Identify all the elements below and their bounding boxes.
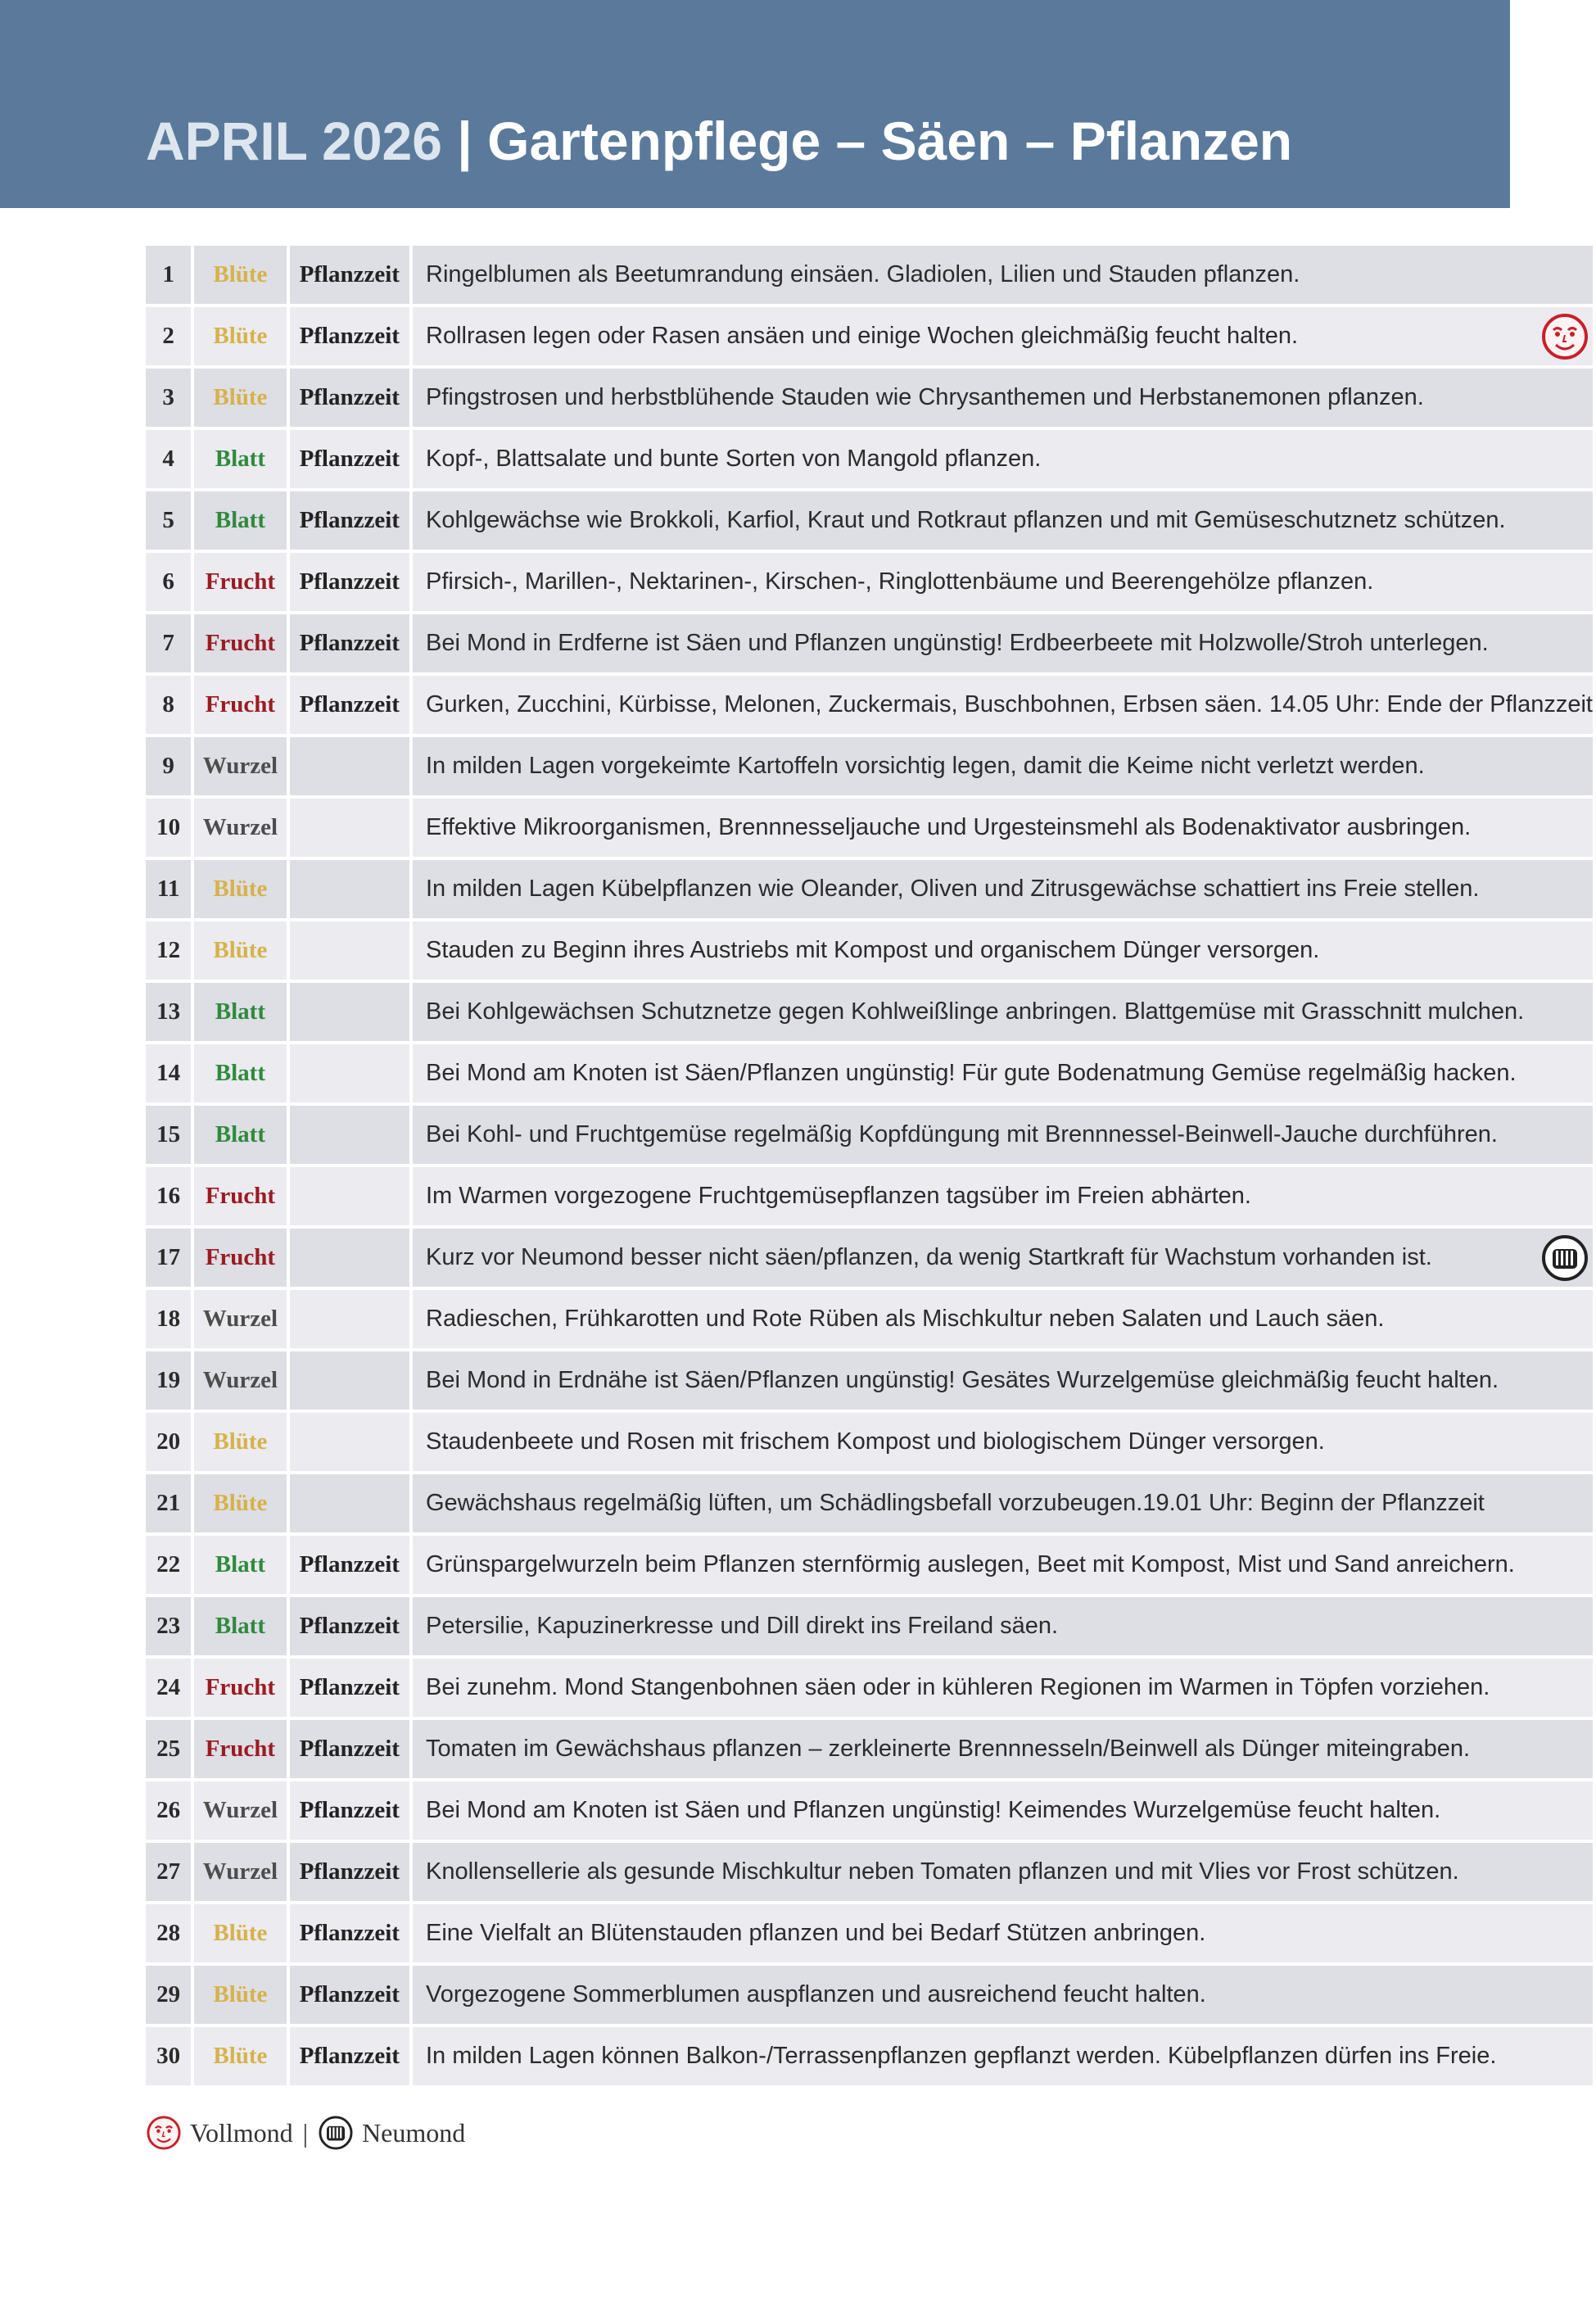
day-row <box>146 2027 1593 2089</box>
plant-type: Wurzel <box>194 1843 286 1904</box>
plant-type: Blüte <box>194 1966 286 2027</box>
plant-type: Blüte <box>194 246 286 307</box>
task-description-cell <box>413 1904 1593 1966</box>
full-moon-icon <box>1540 312 1589 361</box>
plant-type: Blüte <box>194 2027 286 2089</box>
day-row <box>146 1044 1593 1106</box>
day-row <box>146 1904 1593 1966</box>
day-number: 28 <box>146 1904 191 1966</box>
task-description: Kohlgewächse wie Brokkoli, Karfiol, Kraut und Rotkraut pflanzen und mit Gemüseschutznetz schützen. <box>426 507 1506 533</box>
day-number: 4 <box>146 430 191 491</box>
planting-phase: Pflanzzeit <box>290 1536 409 1597</box>
day-row <box>146 246 1593 307</box>
day-number: 24 <box>146 1659 191 1720</box>
task-description: Effektive Mikroorganismen, Brennnesseljauche und Urgesteinsmehl als Bodenaktivator ausbringen. <box>426 814 1472 840</box>
day-row <box>146 737 1593 799</box>
task-description: Grünspargelwurzeln beim Pflanzen sternförmig auslegen, Beet mit Kompost, Mist und Sand anreichern. <box>426 1551 1515 1577</box>
task-description: Rollrasen legen oder Rasen ansäen und einige Wochen gleichmäßig feucht halten. <box>426 323 1299 349</box>
day-number: 25 <box>146 1720 191 1781</box>
task-description: Knollensellerie als gesunde Mischkultur neben Tomaten pflanzen und mit Vlies vor Frost schützen. <box>426 1858 1459 1885</box>
planting-phase: Pflanzzeit <box>290 1659 409 1720</box>
task-description-cell <box>413 737 1593 799</box>
planting-phase <box>290 921 409 983</box>
plant-type: Frucht <box>194 676 286 737</box>
plant-type: Frucht <box>194 1167 286 1229</box>
plant-type: Blatt <box>194 1536 286 1597</box>
planting-phase <box>290 1290 409 1351</box>
day-row <box>146 369 1593 430</box>
task-description-cell <box>413 1781 1593 1843</box>
plant-type: Wurzel <box>194 737 286 799</box>
task-description-cell <box>413 1044 1593 1106</box>
day-row <box>146 553 1593 614</box>
task-description: Im Warmen vorgezogene Fruchtgemüsepflanzen tagsüber im Freien abhärten. <box>426 1183 1251 1209</box>
day-row <box>146 1720 1593 1781</box>
task-description: Pfirsich-, Marillen-, Nektarinen-, Kirschen-, Ringlottenbäume und Beerengehölze pflanzen. <box>426 568 1374 595</box>
day-number: 19 <box>146 1351 191 1413</box>
legend-full-moon-label: Vollmond <box>190 2117 293 2148</box>
page-title <box>146 110 1292 172</box>
planting-phase: Pflanzzeit <box>290 1597 409 1659</box>
day-row <box>146 430 1593 491</box>
task-description: Kopf-, Blattsalate und bunte Sorten von Mangold pflanzen. <box>426 446 1042 472</box>
planting-phase <box>290 737 409 799</box>
day-number: 11 <box>146 860 191 921</box>
planting-phase: Pflanzzeit <box>290 1843 409 1904</box>
day-number: 16 <box>146 1167 191 1229</box>
legend-separator: | <box>302 2117 309 2148</box>
plant-type: Blüte <box>194 1474 286 1536</box>
task-description: Bei zunehm. Mond Stangenbohnen säen oder in kühleren Regionen im Warmen in Töpfen vorziehen. <box>426 1674 1490 1700</box>
plant-type: Blatt <box>194 491 286 553</box>
planting-phase <box>290 1351 409 1413</box>
day-row <box>146 860 1593 921</box>
task-description: Eine Vielfalt an Blütenstauden pflanzen und bei Bedarf Stützen anbringen. <box>426 1920 1206 1946</box>
task-description-cell <box>413 1966 1593 2027</box>
task-description: Bei Mond in Erdferne ist Säen und Pflanzen ungünstig! Erdbeerbeete mit Holzwolle/Stroh unterlegen. <box>426 630 1489 656</box>
day-number: 22 <box>146 1536 191 1597</box>
task-description-cell <box>413 1106 1593 1167</box>
day-number: 12 <box>146 921 191 983</box>
day-row <box>146 1659 1593 1720</box>
day-row <box>146 676 1593 737</box>
planting-phase: Pflanzzeit <box>290 614 409 676</box>
task-description-cell <box>413 1597 1593 1659</box>
plant-type: Frucht <box>194 1659 286 1720</box>
planting-phase: Pflanzzeit <box>290 491 409 553</box>
task-description-cell <box>413 983 1593 1044</box>
plant-type: Wurzel <box>194 1351 286 1413</box>
task-description: Pfingstrosen und herbstblühende Stauden wie Chrysanthemen und Herbstanemonen pflanzen. <box>426 384 1424 410</box>
day-row <box>146 921 1593 983</box>
task-description: In milden Lagen können Balkon-/Terrassenpflanzen gepflanzt werden. Kübelpflanzen dürfen ins Freie. <box>426 2043 1497 2069</box>
day-row <box>146 307 1593 369</box>
task-description-cell <box>413 1229 1593 1290</box>
day-number: 9 <box>146 737 191 799</box>
task-description-cell <box>413 921 1593 983</box>
task-description: In milden Lagen vorgekeimte Kartoffeln vorsichtig legen, damit die Keime nicht verletzt werden. <box>426 753 1425 779</box>
task-description-cell <box>413 860 1593 921</box>
day-row <box>146 614 1593 676</box>
plant-type: Wurzel <box>194 1781 286 1843</box>
planting-phase <box>290 799 409 860</box>
planting-phase <box>290 1229 409 1290</box>
task-description-cell <box>413 369 1593 430</box>
task-description: Gewächshaus regelmäßig lüften, um Schädlingsbefall vorzubeugen.19.01 Uhr: Beginn der Pflanzzeit <box>426 1490 1485 1516</box>
plant-type: Blüte <box>194 369 286 430</box>
day-number: 18 <box>146 1290 191 1351</box>
plant-type: Blüte <box>194 1904 286 1966</box>
day-row <box>146 1843 1593 1904</box>
new-moon-icon <box>318 2115 354 2151</box>
day-row <box>146 1474 1593 1536</box>
task-description: Bei Kohlgewächsen Schutznetze gegen Kohlweißlinge anbringen. Blattgemüse mit Grasschnitt mulchen. <box>426 998 1525 1025</box>
task-description-cell <box>413 430 1593 491</box>
task-description: In milden Lagen Kübelpflanzen wie Oleander, Oliven und Zitrusgewächse schattiert ins Freie stellen. <box>426 876 1480 902</box>
task-description: Petersilie, Kapuzinerkresse und Dill direkt ins Freiland säen. <box>426 1613 1059 1639</box>
day-number: 10 <box>146 799 191 860</box>
title-subtitle: Gartenpflege – Säen – Pflanzen <box>487 111 1293 171</box>
calendar-body <box>146 246 1593 2089</box>
planting-phase <box>290 1413 409 1474</box>
planting-phase: Pflanzzeit <box>290 676 409 737</box>
day-row <box>146 1351 1593 1413</box>
day-row <box>146 1413 1593 1474</box>
day-number: 17 <box>146 1229 191 1290</box>
day-number: 13 <box>146 983 191 1044</box>
task-description-cell <box>413 1659 1593 1720</box>
task-description: Radieschen, Frühkarotten und Rote Rüben als Mischkultur neben Salaten und Lauch säen. <box>426 1306 1385 1332</box>
day-number: 20 <box>146 1413 191 1474</box>
task-description: Bei Mond in Erdnähe ist Säen/Pflanzen ungünstig! Gesätes Wurzelgemüse gleichmäßig feucht halten. <box>426 1367 1499 1393</box>
task-description-cell <box>413 676 1593 737</box>
day-row <box>146 799 1593 860</box>
task-description: Gurken, Zucchini, Kürbisse, Melonen, Zuckermais, Buschbohnen, Erbsen säen. 14.05 Uhr: Ende der Pflanzzeit <box>426 691 1593 717</box>
plant-type: Blüte <box>194 921 286 983</box>
plant-type: Blüte <box>194 307 286 369</box>
task-description: Stauden zu Beginn ihres Austriebs mit Kompost und organischem Dünger versorgen. <box>426 937 1320 963</box>
planting-phase: Pflanzzeit <box>290 1966 409 2027</box>
task-description-cell <box>413 553 1593 614</box>
planting-phase: Pflanzzeit <box>290 430 409 491</box>
plant-type: Wurzel <box>194 799 286 860</box>
planting-phase <box>290 1106 409 1167</box>
plant-type: Blatt <box>194 430 286 491</box>
task-description-cell <box>413 1167 1593 1229</box>
task-description-cell <box>413 491 1593 553</box>
task-description: Bei Kohl- und Fruchtgemüse regelmäßig Kopfdüngung mit Brennnessel-Beinwell-Jauche durchführen. <box>426 1121 1498 1147</box>
day-number: 2 <box>146 307 191 369</box>
day-number: 21 <box>146 1474 191 1536</box>
task-description: Vorgezogene Sommerblumen auspflanzen und ausreichend feucht halten. <box>426 1981 1206 2007</box>
plant-type: Frucht <box>194 614 286 676</box>
plant-type: Blatt <box>194 1106 286 1167</box>
task-description-cell <box>413 1351 1593 1413</box>
day-number: 29 <box>146 1966 191 2027</box>
title-separator: | <box>441 111 488 171</box>
day-row <box>146 1106 1593 1167</box>
header-banner <box>0 0 1510 208</box>
day-number: 30 <box>146 2027 191 2089</box>
moon-legend <box>146 2115 465 2151</box>
day-number: 27 <box>146 1843 191 1904</box>
day-row <box>146 1536 1593 1597</box>
planting-phase <box>290 983 409 1044</box>
task-description: Bei Mond am Knoten ist Säen/Pflanzen ungünstig! Für gute Bodenatmung Gemüse regelmäßig hacken. <box>426 1060 1517 1086</box>
plant-type: Frucht <box>194 553 286 614</box>
task-description-cell <box>413 307 1593 369</box>
day-row <box>146 1229 1593 1290</box>
day-row <box>146 1167 1593 1229</box>
planting-phase: Pflanzzeit <box>290 553 409 614</box>
day-number: 3 <box>146 369 191 430</box>
day-number: 1 <box>146 246 191 307</box>
plant-type: Frucht <box>194 1229 286 1290</box>
task-description-cell <box>413 614 1593 676</box>
day-number: 7 <box>146 614 191 676</box>
task-description: Bei Mond am Knoten ist Säen und Pflanzen ungünstig! Keimendes Wurzelgemüse feucht halten. <box>426 1797 1441 1823</box>
task-description-cell <box>413 1536 1593 1597</box>
day-number: 26 <box>146 1781 191 1843</box>
calendar-table <box>142 246 1596 2089</box>
plant-type: Blüte <box>194 1413 286 1474</box>
planting-phase: Pflanzzeit <box>290 2027 409 2089</box>
planting-phase <box>290 1044 409 1106</box>
new-moon-icon <box>1540 1233 1589 1283</box>
planting-phase: Pflanzzeit <box>290 1904 409 1966</box>
day-row <box>146 1781 1593 1843</box>
task-description: Staudenbeete und Rosen mit frischem Kompost und biologischem Dünger versorgen. <box>426 1428 1325 1455</box>
plant-type: Blatt <box>194 1597 286 1659</box>
planting-phase: Pflanzzeit <box>290 1720 409 1781</box>
day-row <box>146 983 1593 1044</box>
day-row <box>146 491 1593 553</box>
plant-type: Blatt <box>194 983 286 1044</box>
plant-type: Wurzel <box>194 1290 286 1351</box>
planting-phase: Pflanzzeit <box>290 1781 409 1843</box>
day-number: 5 <box>146 491 191 553</box>
full-moon-icon <box>146 2115 182 2151</box>
day-row <box>146 1966 1593 2027</box>
task-description: Ringelblumen als Beetumrandung einsäen. Gladiolen, Lilien und Stauden pflanzen. <box>426 261 1300 287</box>
task-description-cell <box>413 1720 1593 1781</box>
planting-phase: Pflanzzeit <box>290 369 409 430</box>
day-number: 8 <box>146 676 191 737</box>
planting-phase <box>290 860 409 921</box>
task-description-cell <box>413 1290 1593 1351</box>
task-description-cell <box>413 1843 1593 1904</box>
task-description: Kurz vor Neumond besser nicht säen/pflanzen, da wenig Startkraft für Wachstum vorhanden ist. <box>426 1244 1432 1270</box>
task-description: Tomaten im Gewächshaus pflanzen – zerkleinerte Brennnesseln/Beinwell als Dünger miteingraben. <box>426 1736 1471 1762</box>
planting-phase: Pflanzzeit <box>290 246 409 307</box>
title-month: APRIL 2026 <box>146 111 442 171</box>
task-description-cell <box>413 1474 1593 1536</box>
day-row <box>146 1290 1593 1351</box>
planting-phase <box>290 1167 409 1229</box>
planting-phase: Pflanzzeit <box>290 307 409 369</box>
task-description-cell <box>413 1413 1593 1474</box>
task-description-cell <box>413 2027 1593 2089</box>
day-number: 23 <box>146 1597 191 1659</box>
day-number: 15 <box>146 1106 191 1167</box>
plant-type: Blatt <box>194 1044 286 1106</box>
day-number: 6 <box>146 553 191 614</box>
legend-new-moon-label: Neumond <box>362 2117 466 2148</box>
task-description-cell <box>413 246 1593 307</box>
planting-phase <box>290 1474 409 1536</box>
task-description-cell <box>413 799 1593 860</box>
day-row <box>146 1597 1593 1659</box>
plant-type: Frucht <box>194 1720 286 1781</box>
day-number: 14 <box>146 1044 191 1106</box>
plant-type: Blüte <box>194 860 286 921</box>
